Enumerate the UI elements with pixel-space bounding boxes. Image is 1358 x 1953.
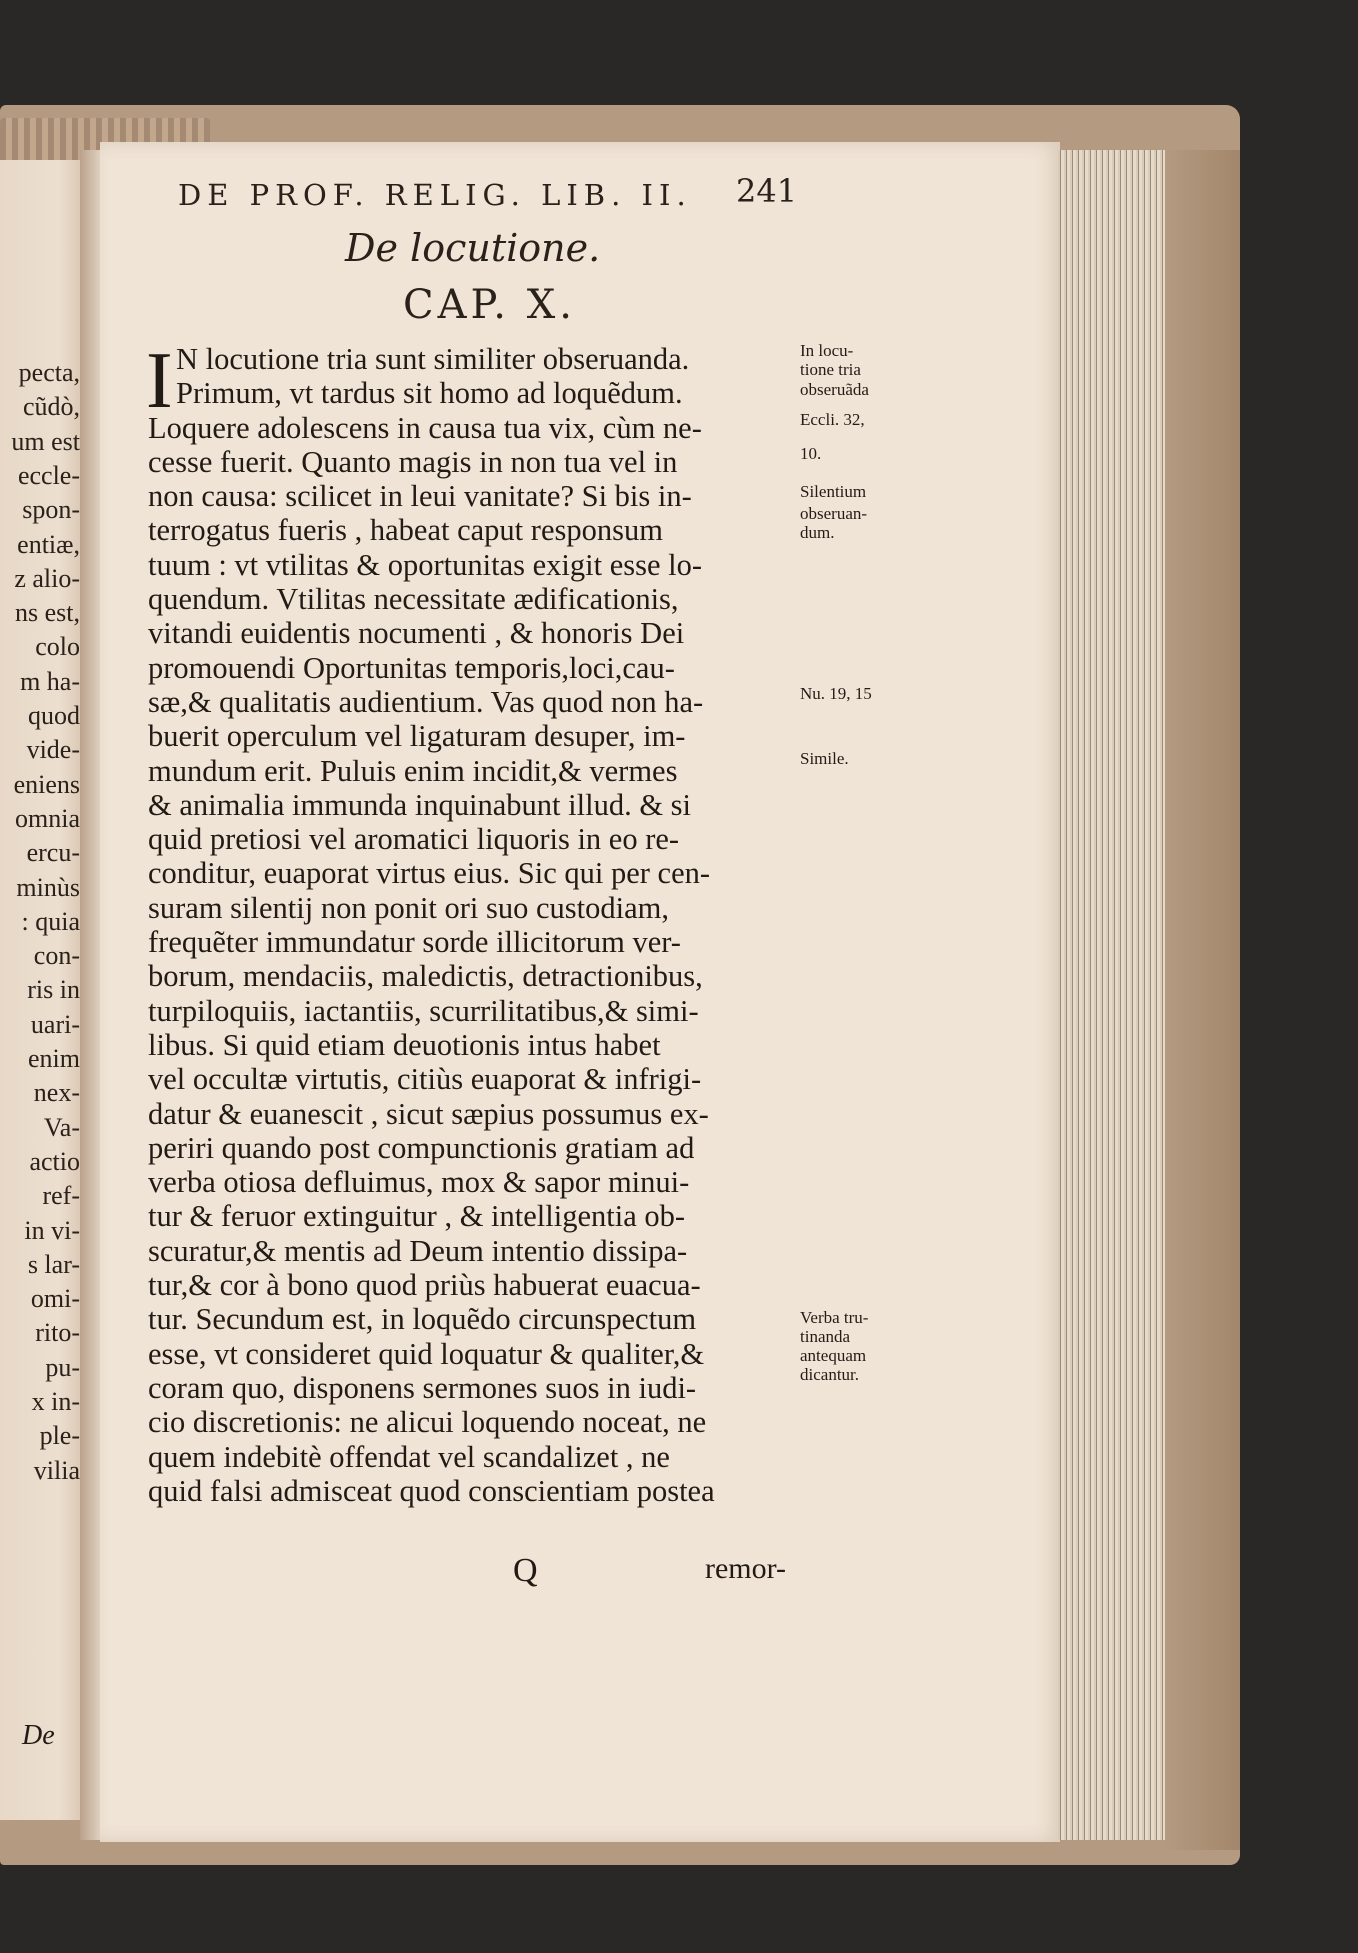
catchword: remor- (705, 1552, 787, 1585)
page-fore-edge (1058, 150, 1168, 1840)
body-line: tur,& cor à bono quod priùs habuerat euacua- (148, 1268, 701, 1303)
drop-cap: I (146, 337, 173, 425)
margin-note: In locu- (800, 341, 854, 360)
body-line: vitandi euidentis nocumenti , & honoris Dei (148, 616, 685, 651)
left-page-line: pecta, (18, 358, 80, 387)
margin-note: 10. (800, 443, 822, 463)
left-page-line: colo (35, 632, 80, 662)
body-line: non causa: scilicet in leui vanitate? Si bis in- (148, 479, 692, 514)
left-page-line: ercu- (26, 838, 80, 868)
left-page-catchword: De (22, 1720, 55, 1751)
left-page-line: minùs (16, 872, 80, 902)
body-line: quem indebitè offendat vel scandalizet , ne (148, 1439, 670, 1474)
left-page-line: ns est, (15, 598, 80, 628)
body-line: periri quando post compunctionis gratiam ad (148, 1130, 695, 1165)
left-page-line: omi- (30, 1284, 80, 1314)
body-line: borum, mendaciis, maledictis, detractionibus, (148, 959, 703, 994)
margin-note: antequam (800, 1345, 867, 1365)
margin-note: Eccli. 32, (800, 409, 865, 429)
left-page-line: um est (11, 426, 80, 456)
body-line: conditur, euaporat virtus eius. Sic qui per cen- (148, 856, 711, 891)
margin-note: obseruan- (800, 503, 868, 523)
body-line: Primum, vt tardus sit homo ad loquẽdum. (176, 376, 683, 411)
body-line: sæ,& qualitatis audientium. Vas quod non ha- (148, 684, 704, 719)
left-page-line: eccle- (17, 460, 80, 490)
body-line: coram quo, disponens sermones suos in iudi- (148, 1370, 697, 1405)
body-line: Loquere adolescens in causa tua vix, cùm ne- (148, 410, 702, 445)
chapter-title: CAP. X. (403, 282, 576, 328)
body-line: terrogatus fueris , habeat caput responsum (148, 513, 663, 548)
margin-note: obseruãda (800, 380, 869, 400)
body-line: verba otiosa defluimus, mox & sapor minui- (148, 1165, 690, 1200)
left-page-line: eniens (13, 769, 80, 799)
left-page-line: spon- (22, 495, 80, 525)
left-page-line: rito- (35, 1318, 80, 1348)
margin-note: Silentium (800, 481, 867, 501)
body-line: suram silentij non ponit ori suo custodiam, (148, 890, 670, 925)
left-page-line: entiæ, (17, 529, 80, 559)
left-page-line: omnia (15, 803, 80, 833)
body-line: quendum. Vtilitas necessitate ædificationis, (148, 582, 679, 617)
body-line: buerit operculum vel ligaturam desuper, im- (148, 719, 686, 754)
body-line: promouendi Oportunitas temporis,loci,cau- (148, 650, 675, 685)
margin-note: dum. (800, 522, 835, 542)
left-page-line: : quia (21, 906, 80, 936)
body-line: tuum : vt vtilitas & oportunitas exigit esse lo- (148, 547, 703, 582)
left-page-line: nex- (33, 1078, 80, 1108)
body-line: & animalia immunda inquinabunt illud. & si (148, 787, 692, 822)
left-page-line: con- (33, 941, 80, 971)
margin-note: Verba tru- (800, 1308, 869, 1328)
left-page-line: x in- (31, 1387, 80, 1416)
body-line: libus. Si quid etiam deuotionis intus habet (148, 1027, 661, 1062)
body-line: vel occultæ virtutis, citiùs euaporat & infrigi- (148, 1062, 702, 1097)
left-page-line: in vi- (24, 1215, 80, 1245)
body-text (146, 337, 798, 1508)
margin-note: Nu. 19, 15 (800, 684, 872, 703)
section-heading: De locutione. (345, 226, 601, 270)
left-page-line: enim (28, 1044, 80, 1073)
margin-note: Simile. (800, 749, 849, 769)
margin-note: tinanda (800, 1327, 851, 1347)
body-line: tur. Secundum est, in loquẽdo circunspectum (148, 1302, 697, 1337)
body-line: cesse fuerit. Quanto magis in non tua vel in (148, 444, 678, 479)
left-page-line: vilia (33, 1455, 80, 1485)
body-line: quid falsi admisceat quod conscientiam postea (148, 1473, 715, 1508)
left-page-line: pu- (45, 1352, 80, 1382)
left-page-line: ris in (27, 975, 80, 1005)
left-page-line: ref- (42, 1181, 80, 1211)
body-line: frequẽter immundatur sorde illicitorum ver- (148, 925, 681, 960)
left-page-line: Va- (43, 1112, 80, 1142)
signature-mark: Q (513, 1552, 538, 1589)
left-page-line: z alio- (14, 563, 80, 593)
left-page-line: quod (28, 701, 80, 730)
left-page-line: ple- (39, 1421, 80, 1451)
margin-note: tione tria (800, 359, 861, 379)
left-page-line: uari- (30, 1009, 80, 1039)
margin-note: dicantur. (800, 1364, 860, 1384)
body-line: turpiloquiis, iactantiis, scurrilitatibus,& simi- (148, 993, 699, 1028)
body-line: scuratur,& mentis ad Deum intentio dissipa- (148, 1233, 688, 1268)
left-page-line: vide- (26, 735, 80, 765)
body-line: datur & euanescit , sicut sæpius possumus ex- (148, 1096, 709, 1131)
left-page-line: m ha- (20, 666, 80, 696)
left-page-line: actio (29, 1146, 80, 1176)
body-line: esse, vt consideret quid loquatur & qualiter,& (148, 1336, 705, 1371)
body-line: quid pretiosi vel aromatici liquoris in eo re- (148, 822, 680, 857)
body-line: mundum erit. Puluis enim incidit,& vermes (148, 753, 678, 788)
page-number: 241 (736, 172, 798, 210)
left-page-line: cũdò, (22, 392, 80, 422)
left-page (0, 160, 84, 1820)
body-line: cio discretionis: ne alicui loquendo noceat, ne (148, 1405, 707, 1440)
body-line: tur & feruor extinguitur , & intelligentia ob- (148, 1199, 686, 1234)
left-page-line: s lar- (27, 1249, 80, 1279)
running-head: DE PROF. RELIG. LIB. II. (178, 178, 692, 212)
cover-edge (1165, 150, 1240, 1850)
body-line: N locutione tria sunt similiter obseruanda. (176, 342, 690, 376)
